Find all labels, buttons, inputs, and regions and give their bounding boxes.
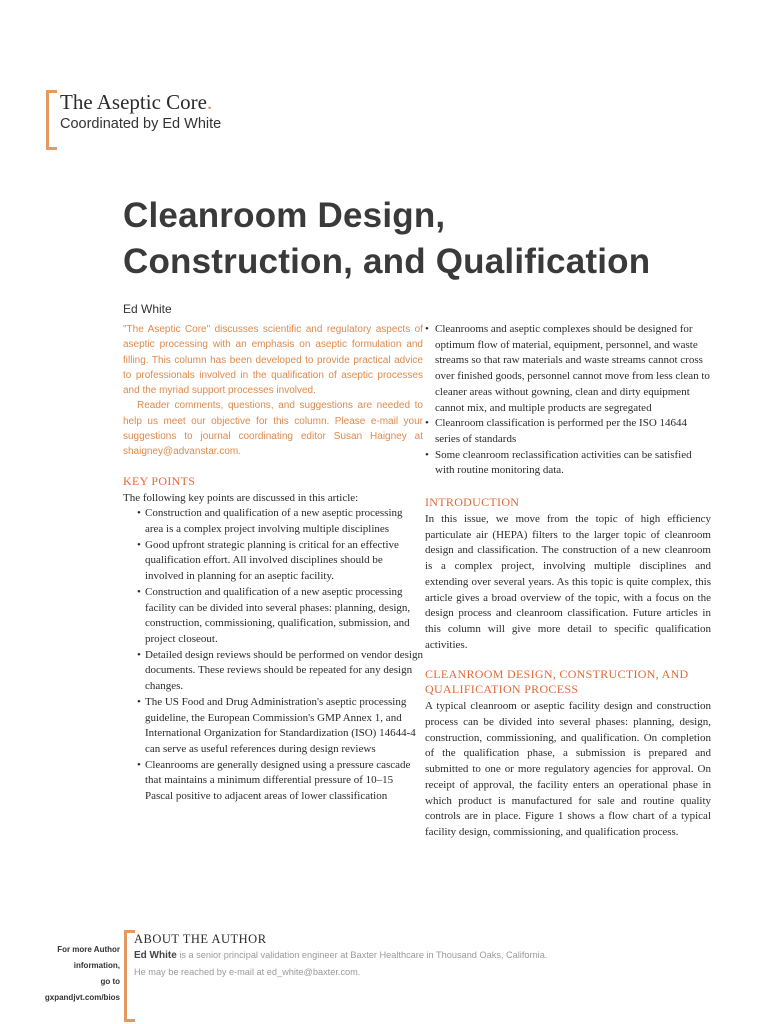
key-points-list-continued (425, 322, 711, 479)
introduction-heading: INTRODUCTION (425, 495, 520, 510)
article-title-line2: Construction, and Qualification (123, 242, 651, 281)
key-point-item: • Cleanroom classification is performed per the ISO 14644 series of standards (425, 416, 711, 447)
key-points-list (123, 506, 423, 804)
intro-paragraph-2: Reader comments, questions, and suggestions are needed to help us meet our objective for this column. Please e-mail your suggestions to journal coordinating editor Susan Haigney at shaigney@advanstar.com. (123, 400, 423, 458)
column-title (60, 90, 221, 114)
design-section-text: A typical cleanroom or aseptic facility design and construction process can be divided into several phases: planning, design, construction, commissioning, and qualification. On completion of the qualification phase, a submission is prepared and submitted to one or more regulatory agencies for approval. On receipt of approval, the facility enters an operational phase in which product is manufactured for sale and routine quality controls are in place. Figure 1 shows a flow chart of a typical facility design, commissioning, and qualification process. (425, 700, 711, 838)
article-title (123, 193, 743, 285)
introduction-text: In this issue, we move from the topic of high efficiency particulate air (HEPA) filters to the larger topic of cleanroom design and classification. The construction of a new cleanroom is a complex project, involving multiple disciplines and extending over several years. As this topic is quite complex, this article gives a broad overview of the topic, with a focus on the design process and cleanroom classification. Future articles in this column will give more detail to specific qualification activities. (425, 513, 711, 651)
left-column (123, 322, 423, 805)
key-point-item: • Some cleanroom reclassification activities can be satisfied with routine monitoring data. (425, 448, 711, 479)
key-point-item: • Detailed design reviews should be performed on vendor design documents. These reviews should be repeated for any design changes. (137, 648, 423, 695)
about-heading: ABOUT THE AUTHOR (134, 932, 267, 946)
about-the-author (124, 932, 744, 980)
right-column (425, 322, 711, 841)
author-bio: is a senior principal validation engineer at Baxter Healthcare in Thousand Oaks, California. (176, 950, 548, 960)
about-text (134, 947, 744, 980)
key-points-heading: KEY POINTS (123, 473, 196, 488)
column-title-text: The Aseptic Core (60, 90, 207, 114)
author-info-note (45, 942, 120, 1006)
design-section-heading: CLEANROOM DESIGN, CONSTRUCTION, AND QUALIFICATION PROCESS (425, 667, 689, 697)
side-note-link[interactable]: gxpandjvt.com/bios (44, 993, 120, 1002)
column-title-period: . (206, 90, 213, 114)
key-point-item: • Construction and qualification of a new aseptic processing area is a complex project involving multiple disciplines (137, 506, 423, 537)
intro-paragraph-1: "The Aseptic Core" discusses scientific and regulatory aspects of aseptic processing with an emphasis on aseptic formulation and filling. This column has been developed to provide practical advice to professionals involved in the qualification of aseptic processes and the myriad support processes involved. (123, 324, 423, 397)
column-header (60, 90, 221, 134)
side-note-line: For more Author (57, 945, 120, 954)
author-name: Ed White (134, 950, 177, 961)
key-point-item: • Cleanrooms are generally designed using a pressure cascade that maintains a minimum differential pressure of 10–15 Pascal positive to adjacent areas of lower classification (137, 758, 423, 805)
column-subtitle: Coordinated by Ed White (60, 116, 222, 132)
author-contact: He may be reached by e-mail at ed_white@baxter.com. (134, 967, 361, 977)
side-note-line: go to (100, 977, 120, 986)
key-point-item: • Good upfront strategic planning is critical for an effective qualification effort. All involved disciplines should be involved in planning for an aseptic facility. (137, 538, 423, 585)
key-point-item: • Construction and qualification of a new aseptic processing facility can be divided into several phases: planning, design, construction, commissioning, qualification, submission, and project closeout. (137, 585, 423, 648)
byline: Ed White (123, 302, 172, 316)
article-title-line1: Cleanroom Design, (123, 196, 446, 235)
key-points-lead: The following key points are discussed in this article: (123, 491, 359, 504)
key-point-item: • The US Food and Drug Administration's aseptic processing guideline, the European Commission's GMP Annex 1, and International Organization for Standardization (ISO) 14644-4 can serve as useful references during design reviews (137, 695, 423, 758)
column-header-bracket (46, 90, 57, 150)
side-note-line: information, (73, 961, 120, 970)
key-point-item: • Cleanrooms and aseptic complexes should be designed for optimum flow of material, equipment, personnel, and waste streams so that raw materials and waste streams cannot cross over finished goods, personnel cannot move from less clean to cleaner areas without gowning, clean and dirty equipment cannot mix, and multiple products are segregated (425, 322, 711, 416)
